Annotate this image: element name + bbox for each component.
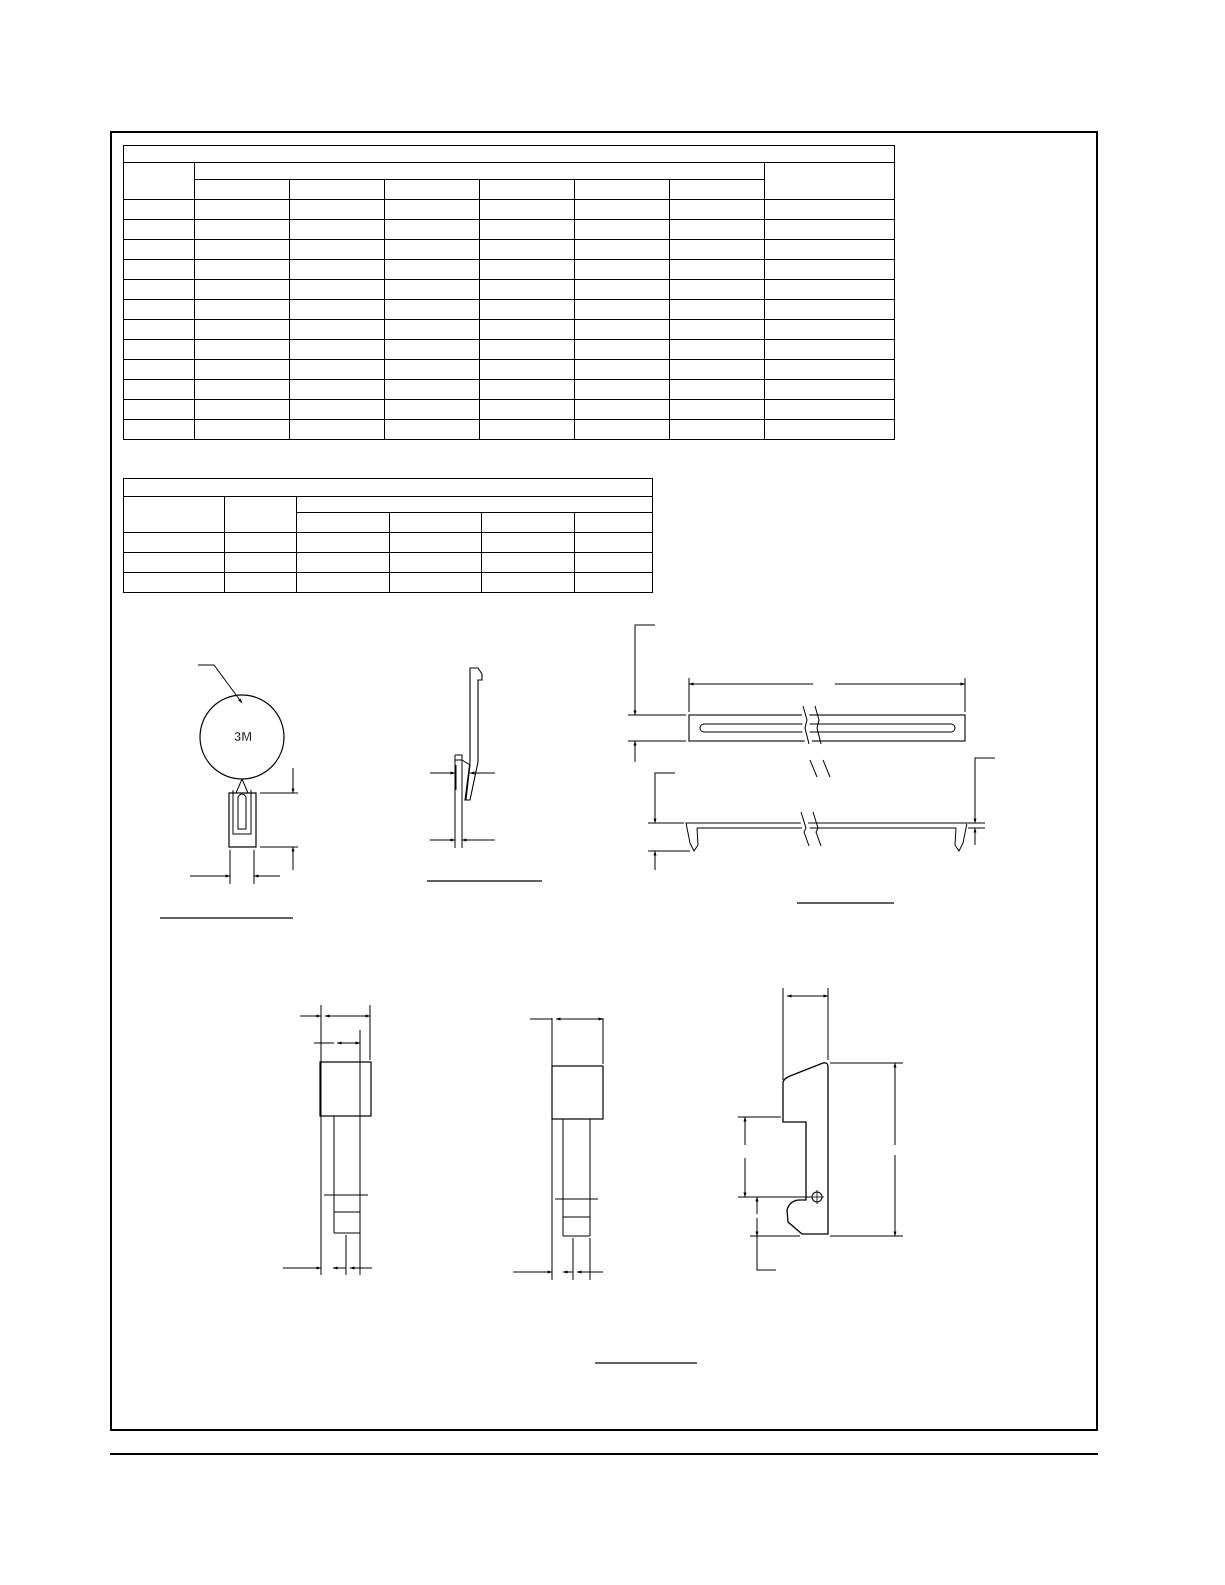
- footer-rule: [110, 1453, 1098, 1455]
- tool-front-view-a: [283, 1005, 372, 1275]
- tag-drawing: [160, 665, 298, 918]
- 3m-logo: 3M: [233, 729, 253, 744]
- tool-side-view: [738, 988, 903, 1270]
- clip-profile-drawing: [427, 668, 542, 881]
- tool-front-view-b: [513, 1018, 603, 1280]
- strip-drawing: [628, 625, 995, 903]
